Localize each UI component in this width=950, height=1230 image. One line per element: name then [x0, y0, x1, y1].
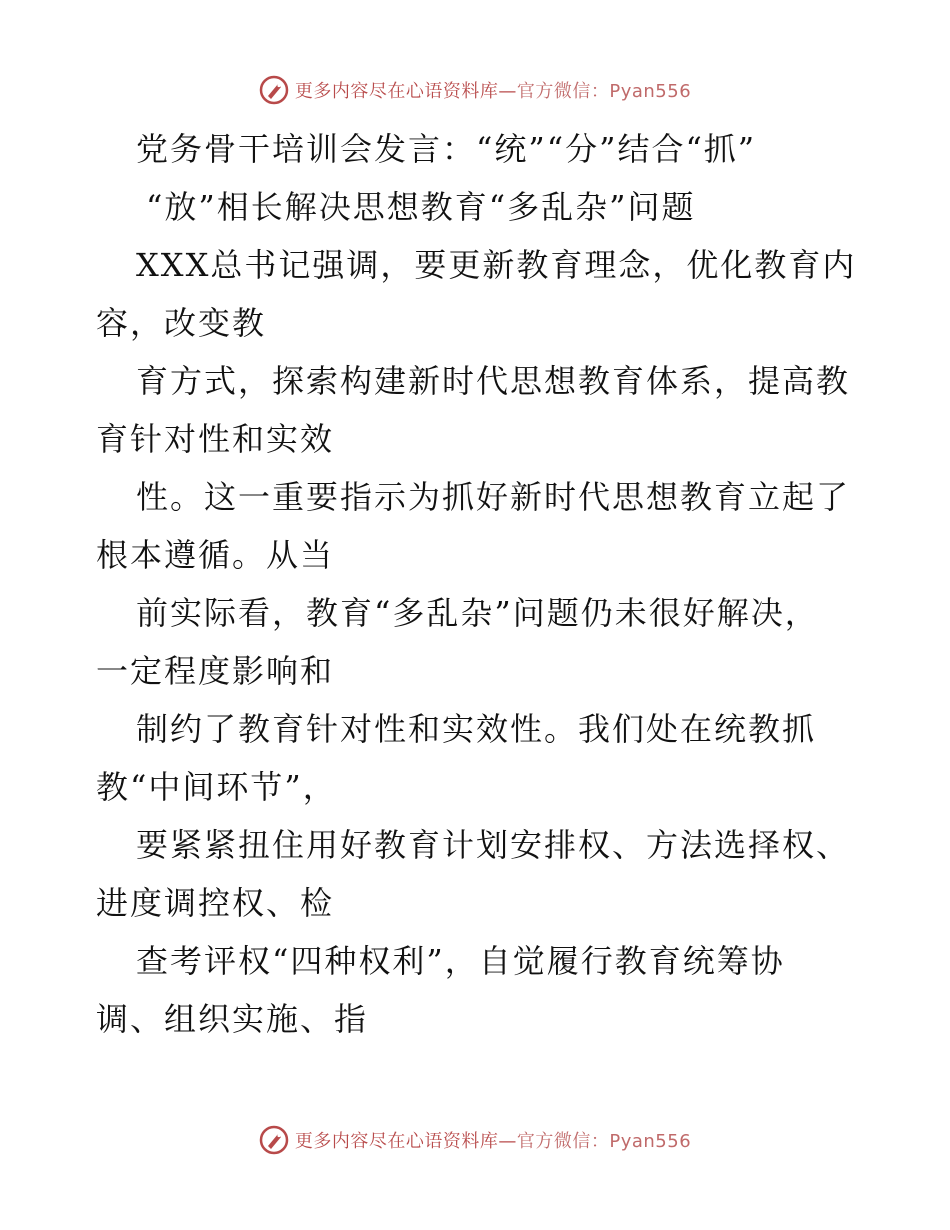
paragraph-line: 前实际看，教育“多乱杂”问题仍未很好解决，	[136, 594, 819, 632]
paragraph-line: 育方式，探索构建新时代思想教育体系，提高教	[136, 362, 851, 400]
document-title-line-2: “放”相长解决思想教育“多乱杂”问题	[146, 188, 696, 226]
paragraph-line: XXX总书记强调，要更新教育理念，优化教育内	[136, 246, 857, 284]
document-title-line-1: 党务骨干培训会发言：“统”“分”结合“抓”	[136, 130, 757, 168]
pen-nib-logo-icon	[259, 75, 289, 105]
footer-watermark	[0, 1120, 950, 1160]
paragraph-line: 性。这一重要指示为抓好新时代思想教育立起了	[136, 478, 851, 516]
paragraph-line: 查考评权“四种权利”，自觉履行教育统筹协	[136, 942, 785, 980]
header-watermark	[0, 70, 950, 110]
paragraph-line: 制约了教育针对性和实效性。我们处在统教抓	[136, 710, 817, 748]
paragraph-line: 一定程度影响和	[96, 652, 335, 690]
paragraph-line: 调、组织实施、指	[96, 1000, 369, 1038]
paragraph-line: 育针对性和实效	[96, 420, 335, 458]
paragraph-line: 要紧紧扭住用好教育计划安排权、方法选择权、	[136, 826, 851, 864]
paragraph-line: 容，改变教	[96, 304, 267, 342]
watermark-text: 更多内容尽在心语资料库—官方微信：Pyan556	[294, 81, 692, 102]
paragraph-line: 教“中间环节”，	[96, 768, 337, 806]
paragraph-line: 进度调控权、检	[96, 884, 335, 922]
pen-nib-logo-icon	[259, 1125, 289, 1155]
paragraph-line: 根本遵循。从当	[96, 536, 335, 574]
watermark-text: 更多内容尽在心语资料库—官方微信：Pyan556	[294, 1131, 692, 1152]
